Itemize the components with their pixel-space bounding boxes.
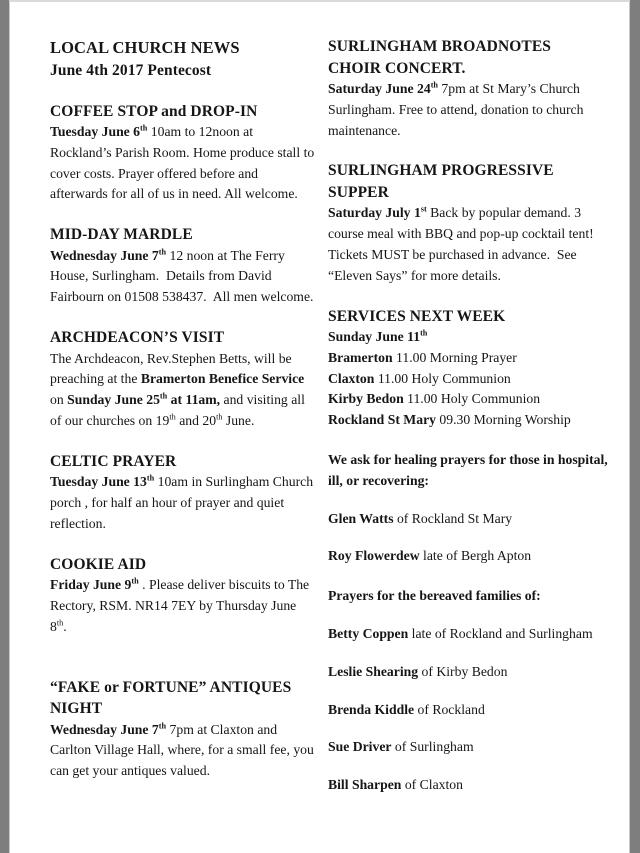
paragraph bbox=[50, 472, 315, 534]
text-run: Roy Flowerdew bbox=[328, 548, 420, 564]
newsletter-content bbox=[10, 2, 629, 815]
paragraph bbox=[328, 369, 617, 390]
text-run: of Kirby Bedon bbox=[418, 663, 508, 679]
section bbox=[328, 450, 617, 567]
section-heading: June 4th 2017 Pentecost bbox=[50, 62, 212, 79]
section bbox=[50, 451, 315, 535]
section-heading: NIGHT bbox=[50, 700, 103, 718]
section-heading: CELTIC PRAYER bbox=[50, 452, 177, 470]
text-run: The Archdeacon, Rev.Stephen Betts, will be preaching at the bbox=[50, 350, 296, 387]
text-run: . Please deliver biscuits to The Rectory, RSM. NR14 7EY by Thursday June 8 bbox=[50, 577, 313, 634]
text-run: Bill Sharpen bbox=[328, 777, 402, 793]
superscript-ordinal: th bbox=[146, 473, 155, 483]
paragraph bbox=[328, 509, 617, 530]
text-run: 12 noon at The Ferry House, Surlingham. Details from David Fairbourn on 01508 538437. All men welcome. bbox=[50, 247, 314, 305]
text-run: Back by popular demand. 3 course meal with BBQ and pop-up cocktail tent! Tickets MUST be purchased in advance. See “Eleven Says” for more details. bbox=[328, 205, 597, 283]
superscript-ordinal: th bbox=[56, 618, 64, 628]
section bbox=[50, 101, 318, 206]
paragraph bbox=[328, 327, 617, 348]
paragraph bbox=[328, 79, 617, 141]
text-run: 7pm at St Mary’s Church Surlingham. Free to attend, donation to church maintenance. bbox=[328, 81, 587, 138]
text-run: 11.00 Morning Prayer bbox=[392, 349, 517, 365]
viewer-margin-left bbox=[0, 0, 10, 853]
text-run: Claxton bbox=[328, 370, 375, 386]
paragraph bbox=[328, 586, 617, 607]
column-right bbox=[328, 36, 617, 815]
document-page bbox=[10, 2, 629, 853]
text-run: Bramerton Benefice Service bbox=[140, 371, 305, 387]
section-heading: COOKIE AID bbox=[50, 555, 147, 573]
superscript-ordinal: th bbox=[169, 412, 176, 422]
text-run: Friday June 9 bbox=[50, 577, 132, 593]
superscript-ordinal: th bbox=[140, 123, 148, 133]
paragraph bbox=[328, 775, 617, 796]
text-run: 10am to 12noon at Rockland’s Parish Room. Home produce stall to cover costs. Prayer offered before and afterwards for all of us in need. All welcome. bbox=[50, 124, 318, 202]
paragraph bbox=[328, 700, 617, 721]
paragraph bbox=[50, 246, 315, 308]
paragraph bbox=[328, 450, 617, 492]
section-heading: COFFEE STOP and DROP-IN bbox=[50, 102, 258, 120]
text-run: Wednesday June 7 bbox=[50, 721, 159, 737]
section bbox=[328, 160, 617, 286]
text-run: Bramerton bbox=[328, 349, 393, 365]
column-left bbox=[50, 36, 318, 815]
text-run: late of Bergh Apton bbox=[419, 548, 532, 564]
paragraph bbox=[328, 662, 617, 683]
text-run: Rockland St Mary bbox=[328, 412, 436, 428]
text-run: Tuesday June 13 bbox=[50, 474, 147, 490]
paragraph bbox=[328, 737, 617, 758]
text-run: Saturday June 24 bbox=[328, 81, 431, 96]
text-run: Tuesday June 6 bbox=[50, 124, 141, 139]
text-run: Saturday July 1 bbox=[328, 205, 421, 221]
superscript-ordinal: th bbox=[131, 576, 139, 586]
text-run: of Claxton bbox=[401, 777, 463, 793]
text-run: 7pm at Claxton and Carlton Village Hall, where, for a small fee, you can get your antiques valued. bbox=[50, 721, 318, 779]
text-run: Betty Coppen bbox=[328, 626, 409, 642]
paragraph bbox=[328, 389, 617, 410]
text-run: June. bbox=[222, 412, 255, 428]
section bbox=[328, 586, 617, 796]
text-run: of Rockland St Mary bbox=[393, 510, 513, 526]
section-heading: LOCAL CHURCH NEWS bbox=[50, 38, 240, 57]
section bbox=[328, 36, 617, 141]
paragraph bbox=[328, 348, 617, 369]
text-run: late of Rockland and Surlingham bbox=[408, 626, 593, 642]
superscript-ordinal: th bbox=[159, 391, 168, 401]
text-run: of Rockland bbox=[414, 701, 485, 717]
superscript-ordinal: th bbox=[420, 328, 428, 338]
text-run: on bbox=[50, 371, 308, 408]
text-run: 11.00 Holy Communion bbox=[374, 370, 511, 386]
section-heading: “FAKE or FORTUNE” ANTIQUES bbox=[50, 678, 292, 696]
text-run: at 11am, bbox=[167, 392, 221, 408]
text-run: Sunday June 11 bbox=[328, 329, 421, 345]
text-run: and visiting all of our churches on 19 bbox=[50, 392, 309, 428]
paragraph bbox=[50, 122, 318, 205]
text-run: Brenda Kiddle bbox=[328, 701, 415, 717]
section bbox=[50, 224, 315, 308]
section-heading: SERVICES NEXT WEEK bbox=[328, 307, 506, 325]
superscript-ordinal: th bbox=[158, 720, 167, 730]
section-heading: CHOIR CONCERT. bbox=[328, 59, 466, 77]
superscript-ordinal: th bbox=[158, 247, 167, 257]
section bbox=[50, 677, 318, 782]
section-heading: SUPPER bbox=[328, 183, 389, 201]
section bbox=[50, 554, 315, 638]
text-run: Prayers for the bereaved families of: bbox=[328, 588, 541, 604]
section bbox=[328, 306, 617, 431]
superscript-ordinal: th bbox=[430, 80, 438, 90]
superscript-ordinal: st bbox=[420, 204, 427, 214]
text-run: . bbox=[63, 618, 67, 634]
text-run: Sue Driver bbox=[328, 739, 392, 755]
paragraph bbox=[328, 203, 617, 286]
viewer-margin-right bbox=[629, 0, 640, 853]
paragraph bbox=[328, 624, 617, 645]
paragraph bbox=[50, 349, 315, 432]
paragraph bbox=[50, 720, 318, 782]
text-run: of Surlingham bbox=[391, 739, 474, 755]
text-run: 11.00 Holy Communion bbox=[403, 391, 541, 407]
superscript-ordinal: th bbox=[216, 412, 223, 422]
text-run: and 20 bbox=[175, 412, 217, 428]
text-run: Glen Watts bbox=[328, 510, 394, 526]
section bbox=[50, 36, 315, 82]
section bbox=[50, 327, 315, 432]
paragraph bbox=[328, 546, 617, 567]
section-heading: SURLINGHAM PROGRESSIVE bbox=[328, 162, 554, 180]
text-run: Kirby Bedon bbox=[328, 391, 404, 407]
text-run: Sunday June 25 bbox=[67, 392, 160, 408]
section-heading: MID-DAY MARDLE bbox=[50, 226, 193, 244]
section-heading: ARCHDEACON’S VISIT bbox=[50, 329, 225, 347]
section-heading: SURLINGHAM BROADNOTES bbox=[328, 38, 552, 55]
text-run: We ask for healing prayers for those in hospital, ill, or recovering: bbox=[328, 452, 612, 488]
paragraph bbox=[50, 575, 315, 637]
text-run: Leslie Shearing bbox=[328, 663, 419, 679]
text-run: 09.30 Morning Worship bbox=[435, 412, 571, 428]
text-run: Wednesday June 7 bbox=[50, 247, 159, 263]
text-run: 10am in Surlingham Church porch , for half an hour of prayer and quiet reflection. bbox=[50, 474, 317, 531]
paragraph bbox=[328, 410, 617, 431]
